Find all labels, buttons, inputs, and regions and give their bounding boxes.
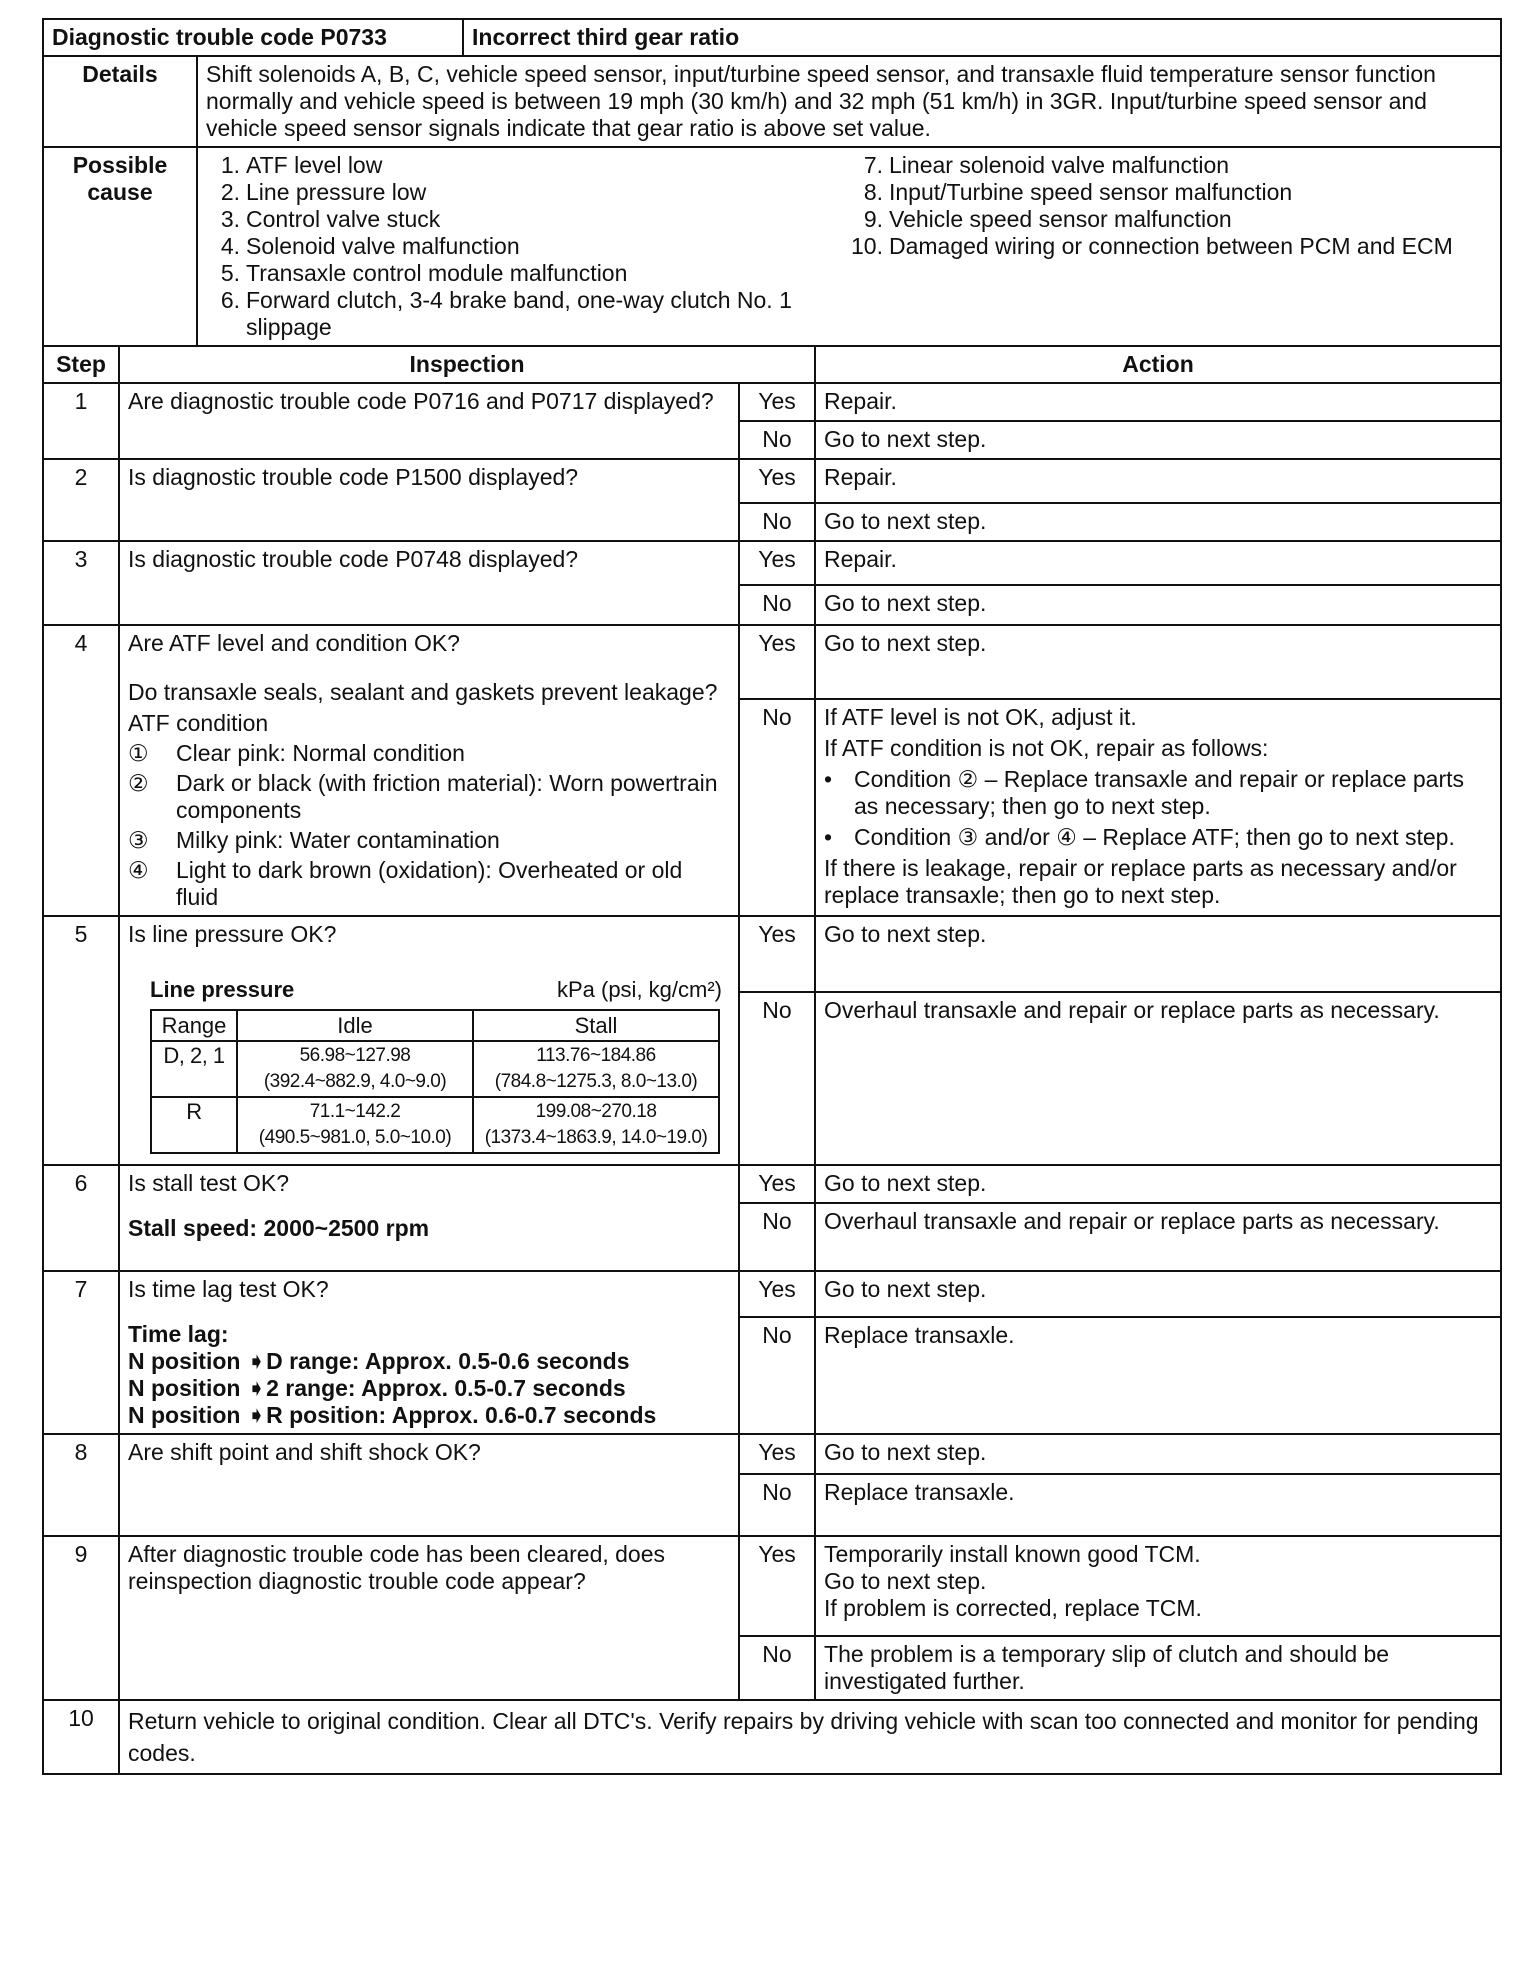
leak-question: Do transaxle seals, sealant and gaskets prevent leakage? [128,679,718,705]
yes-action: Repair. [815,459,1501,503]
no-action [815,699,1501,916]
time-lag-question: Is time lag test OK? [128,1276,329,1302]
lp-idle: 56.98~127.98 (392.4~882.9, 4.0~9.0) [237,1041,473,1097]
condition-text: Clear pink: Normal condition [176,740,465,766]
yes-label: Yes [739,625,815,699]
action-line: Go to next step. [824,1568,987,1594]
cause-item [206,287,849,341]
condition-number-icon: ② [128,770,149,796]
cause-item [849,179,1492,206]
line-pressure-question: Is line pressure OK? [128,921,337,947]
step-number: 5 [43,916,119,1165]
time-lag-line: N position ➧2 range: Approx. 0.5-0.7 seconds [128,1375,626,1401]
condition-text: Light to dark brown (oxidation): Overheated or old fluid [176,857,683,910]
step-question [119,625,739,916]
action-line: If ATF condition is not OK, repair as follows: [824,735,1269,761]
no-action: Replace transaxle. [815,1474,1501,1536]
lp-col-stall: Stall [473,1010,719,1041]
cause-number: 7. [863,152,883,178]
lp-stall: 199.08~270.18 (1373.4~1863.9, 14.0~19.0) [473,1097,719,1153]
step-number: 10 [43,1700,119,1774]
no-action: Overhaul transaxle and repair or replace parts as necessary. [815,1203,1501,1271]
step-question: Is diagnostic trouble code P1500 displayed? [119,459,739,541]
no-label: No [739,1636,815,1700]
lp-idle: 71.1~142.2 (490.5~981.0, 5.0~10.0) [237,1097,473,1153]
condition-number-icon: ③ [128,827,149,853]
cause-text: Control valve stuck [246,206,441,232]
yes-label: Yes [739,916,815,992]
action-line: If problem is corrected, replace TCM. [824,1595,1202,1621]
bullet-text: Condition ③ and/or ④ – Replace ATF; then go to next step. [854,824,1455,850]
step-question: Are shift point and shift shock OK? [119,1434,739,1536]
yes-action: Go to next step. [815,1271,1501,1317]
bullet-icon: • [824,766,833,792]
atf-question: Are ATF level and condition OK? [128,630,460,656]
cause-item [849,206,1492,233]
details-table [42,55,1502,347]
cause-item [206,206,849,233]
step-number: 6 [43,1165,119,1271]
atf-condition-item [128,857,730,911]
lp-range: R [151,1097,237,1153]
bullet-icon: • [824,824,833,850]
action-line: If ATF level is not OK, adjust it. [824,704,1137,730]
dtc-code-label: Diagnostic trouble code P0733 [43,19,463,56]
step-question: After diagnostic trouble code has been cleared, does reinspection diagnostic trouble code appear? [119,1536,739,1700]
atf-condition-item [128,740,730,767]
yes-action: Go to next step. [815,916,1501,992]
yes-label: Yes [739,459,815,503]
cause-number: 5. [220,260,240,286]
step-number: 7 [43,1271,119,1434]
yes-label: Yes [739,1536,815,1636]
atf-condition-item [128,770,730,824]
step-number: 4 [43,625,119,916]
no-label: No [739,503,815,541]
no-action: Go to next step. [815,585,1501,625]
dtc-title: Incorrect third gear ratio [463,19,1501,56]
details-label: Details [43,56,197,147]
step-number: 9 [43,1536,119,1700]
cause-item [849,233,1492,260]
cause-text: Linear solenoid valve malfunction [889,152,1230,178]
time-lag-title: Time lag: [128,1321,229,1347]
cause-text: Forward clutch, 3-4 brake band, one-way clutch No. 1 slippage [246,287,792,340]
possible-cause-label: Possible cause [43,147,197,346]
condition-text: Milky pink: Water contamination [176,827,500,853]
cause-number: 3. [220,206,240,232]
no-action: Replace transaxle. [815,1317,1501,1434]
no-label: No [739,699,815,916]
step-number: 1 [43,383,119,459]
step-number: 2 [43,459,119,541]
step-question [119,916,739,1165]
cause-number: 6. [220,287,240,313]
col-inspection: Inspection [119,346,815,383]
step-question [119,1165,739,1271]
cause-item [206,260,849,287]
yes-label: Yes [739,1271,815,1317]
step-number: 3 [43,541,119,625]
cause-item [206,233,849,260]
cause-number: 10. [851,233,883,259]
final-step-text: Return vehicle to original condition. Clear all DTC's. Verify repairs by driving vehicle with scan too connected and monitor for pending codes. [119,1700,1501,1774]
no-action: The problem is a temporary slip of clutch and should be investigated further. [815,1636,1501,1700]
time-lag-line: N position ➧D range: Approx. 0.5-0.6 seconds [128,1348,630,1374]
condition-number-icon: ④ [128,857,149,883]
no-label: No [739,1474,815,1536]
lp-stall: 113.76~184.86 (784.8~1275.3, 8.0~13.0) [473,1041,719,1097]
cause-text: Damaged wiring or connection between PCM and ECM [889,233,1453,259]
yes-action: Repair. [815,383,1501,421]
cause-number: 4. [220,233,240,259]
no-action: Overhaul transaxle and repair or replace parts as necessary. [815,992,1501,1165]
yes-label: Yes [739,1434,815,1474]
bullet-text: Condition ② – Replace transaxle and repair or replace parts as necessary; then go to next step. [854,766,1465,819]
lp-range: D, 2, 1 [151,1041,237,1097]
action-line: Temporarily install known good TCM. [824,1541,1201,1567]
no-label: No [739,1317,815,1434]
action-bullet [824,766,1492,820]
lp-col-idle: Idle [237,1010,473,1041]
step-question [119,1271,739,1434]
no-label: No [739,421,815,459]
cause-item [206,179,849,206]
no-action: Go to next step. [815,503,1501,541]
yes-action: Go to next step. [815,625,1501,699]
cause-item [206,152,849,179]
yes-action: Go to next step. [815,1434,1501,1474]
line-pressure-table [150,1009,720,1154]
stall-speed-spec: Stall speed: 2000~2500 rpm [128,1215,430,1241]
condition-number-icon: ① [128,740,149,766]
col-action: Action [815,346,1501,383]
possible-cause-list [197,147,1501,346]
stall-question: Is stall test OK? [128,1170,290,1196]
lp-col-range: Range [151,1010,237,1041]
cause-text: Solenoid valve malfunction [246,233,520,259]
header-table [42,18,1502,57]
inspection-table [42,345,1502,1775]
cause-text: Input/Turbine speed sensor malfunction [889,179,1293,205]
col-step: Step [43,346,119,383]
cause-text: Line pressure low [246,179,427,205]
atf-condition-title: ATF condition [128,710,269,736]
cause-number: 8. [863,179,883,205]
step-question: Is diagnostic trouble code P0748 displayed? [119,541,739,625]
yes-label: Yes [739,541,815,585]
no-action: Go to next step. [815,421,1501,459]
step-question: Are diagnostic trouble code P0716 and P0717 displayed? [119,383,739,459]
details-text: Shift solenoids A, B, C, vehicle speed sensor, input/turbine speed sensor, and transaxle fluid temperature sensor function normally and vehicle speed is between 19 mph (30 km/h) and 32 mph (51 km/h) in 3GR. Input/turbine speed sensor and vehicle speed sensor signals indicate that gear ratio is above set value. [197,56,1501,147]
cause-text: ATF level low [246,152,383,178]
no-label: No [739,1203,815,1271]
no-label: No [739,992,815,1165]
action-bullet [824,824,1492,851]
cause-number: 1. [220,152,240,178]
yes-action: Go to next step. [815,1165,1501,1203]
action-line: If there is leakage, repair or replace parts as necessary and/or replace transaxle; then go to next step. [824,855,1457,908]
yes-action: Repair. [815,541,1501,585]
line-pressure-title: Line pressure [150,977,295,1002]
step-number: 8 [43,1434,119,1536]
diagnostic-document [42,18,1502,1775]
yes-label: Yes [739,1165,815,1203]
cause-text: Vehicle speed sensor malfunction [889,206,1232,232]
line-pressure-unit: kPa (psi, kg/cm²) [556,977,722,1002]
yes-label: Yes [739,383,815,421]
atf-condition-item [128,827,730,854]
yes-action [815,1536,1501,1636]
cause-number: 2. [220,179,240,205]
no-label: No [739,585,815,625]
condition-text: Dark or black (with friction material): Worn powertrain components [176,770,718,823]
time-lag-line: N position ➧R position: Approx. 0.6-0.7 seconds [128,1402,657,1428]
cause-item [849,152,1492,179]
cause-number: 9. [863,206,883,232]
cause-text: Transaxle control module malfunction [246,260,628,286]
